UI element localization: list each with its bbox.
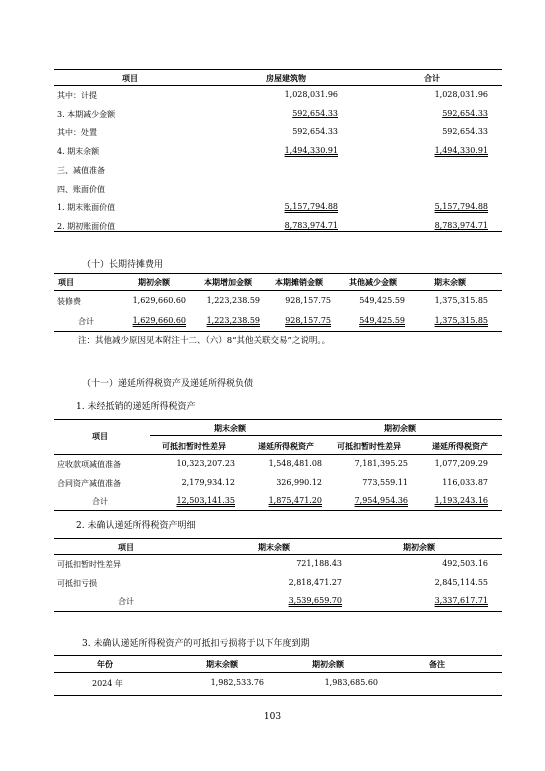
t1-row-building: 5,157,794.88: [284, 202, 338, 212]
t1-row-label: 1. 期末账面价值: [57, 203, 116, 213]
sub1-row-label: 合计: [92, 497, 108, 506]
t1-row-total: 1,028,031.96: [434, 90, 488, 99]
sub2-cell: 492,503.16: [442, 559, 488, 568]
t1-row-label: 三、减值准备: [57, 165, 105, 175]
sub2-cell: 2,845,114.55: [434, 577, 488, 587]
t1-row-total: 592,654.33: [442, 127, 488, 137]
sub2-h1: 期末余额: [258, 542, 290, 552]
t1-row-building: 592,654.33: [292, 127, 338, 137]
sub1-cell: 326,990.12: [276, 477, 322, 487]
t1-row-building: 592,654.33: [292, 108, 338, 118]
t1-row-total: 592,654.33: [442, 108, 488, 118]
t1-row-label: 3. 本期减少金额: [57, 109, 116, 119]
s10-cell: 1,375,315.85: [434, 316, 488, 325]
sub2-row-label: 合计: [118, 597, 134, 606]
sub1-cell: 2,179,934.12: [181, 477, 235, 487]
t1-row-total: 8,783,974.71: [434, 220, 488, 230]
sub2-cell: 3,337,617.71: [434, 596, 488, 605]
sub1-row-label: 应收款项减值准备: [57, 460, 121, 469]
s10-cell: 1,223,238.59: [206, 316, 260, 325]
sub1-cell: 773,559.11: [362, 477, 408, 487]
sub3-h1: 期末余额: [206, 659, 238, 669]
sub3-cell: 1,982,533.76: [210, 678, 264, 687]
sub2-cell: 3,539,659.70: [288, 596, 342, 605]
sub1-cell: 1,875,471.20: [268, 496, 322, 505]
sub1-row-label: 合同资产减值准备: [57, 478, 121, 488]
t1-row-label: 其中：计提: [57, 91, 97, 100]
t1-row-building: 1,494,330.91: [284, 146, 338, 156]
sub1-cell: 10,323,207.23: [176, 459, 235, 468]
sub1-cell: 7,954,954.36: [354, 496, 408, 505]
s10-h0: 项目: [58, 277, 74, 287]
sub1-h2: 递延所得税资产: [258, 441, 314, 451]
sub3-h2: 期初余额: [312, 659, 344, 669]
sub2-h0: 项目: [118, 542, 134, 552]
s10-cell: 1,629,660.60: [132, 296, 186, 305]
sub1-h4: 递延所得税资产: [432, 441, 488, 451]
s10-cell: 1,375,315.85: [434, 296, 488, 305]
sub1-cell: 1,548,481.08: [268, 459, 322, 468]
s10-row-label: 合计: [78, 317, 94, 326]
sub3-cell: 1,983,685.60: [324, 678, 378, 687]
t1-row-building: 8,783,974.71: [284, 220, 338, 230]
sub3-row-label: 2024 年: [92, 679, 123, 688]
s10-cell: 1,629,660.60: [132, 316, 186, 325]
section11-title: （十一）递延所得税资产及递延所得税负债: [82, 379, 254, 389]
section10-note: 注：其他减少原因见本附注十二、（六）8“其他关联交易”之说明。。: [78, 336, 331, 346]
sub1-h1: 可抵扣暂时性差异: [162, 441, 226, 451]
s10-h1: 期初余额: [138, 277, 170, 287]
sub2-cell: 2,818,471.27: [288, 577, 342, 587]
s10-h4: 其他减少金额: [349, 277, 397, 287]
sub2-cell: 721,188.43: [296, 559, 342, 568]
s10-cell: 549,425.59: [359, 316, 405, 325]
t1-row-label: 四、账面价值: [57, 184, 105, 194]
t1-row-total: 5,157,794.88: [434, 202, 488, 212]
sub1-title: 1. 未经抵销的递延所得税资产: [76, 402, 196, 412]
sub3-h0: 年份: [97, 659, 113, 669]
s10-cell: 928,157.75: [285, 316, 331, 325]
t1-header-total: 合计: [424, 73, 440, 83]
s10-row-label: 装修费: [57, 297, 81, 306]
s10-cell: 549,425.59: [359, 296, 405, 305]
sub1-cell: 1,077,209.29: [434, 459, 488, 468]
sub2-title: 2. 未确认递延所得税资产明细: [76, 521, 196, 531]
s10-h3: 本期摊销金额: [275, 277, 323, 287]
sub1-group-begin: 期初余额: [384, 423, 416, 433]
sub1-cell: 1,193,243.16: [434, 496, 488, 505]
t1-row-label: 其中：处置: [57, 128, 97, 138]
sub1-cell: 12,503,141.35: [176, 496, 235, 505]
sub3-h3: 备注: [429, 659, 445, 669]
section10-title: （十）长期待摊费用: [82, 260, 164, 270]
t1-row-label: 4. 期末余额: [57, 147, 100, 157]
sub1-h0: 项目: [92, 431, 108, 441]
sub1-group-end: 期末余额: [214, 423, 246, 433]
sub2-row-label: 可抵扣亏损: [57, 578, 97, 588]
t1-row-total: 1,494,330.91: [434, 146, 488, 156]
s10-cell: 928,157.75: [285, 296, 331, 305]
sub1-cell: 116,033.87: [442, 477, 488, 487]
sub1-cell: 7,181,395.25: [354, 459, 408, 468]
t1-row-building: 1,028,031.96: [284, 90, 338, 99]
sub1-h3: 可抵扣暂时性差异: [337, 441, 401, 451]
t1-header-item: 项目: [122, 73, 138, 83]
s10-h2: 本期增加金额: [204, 277, 252, 287]
t1-header-building: 房屋建筑物: [266, 73, 306, 83]
page-number: 103: [263, 712, 282, 722]
sub2-h2: 期初余额: [403, 542, 435, 552]
s10-h5: 期末余额: [434, 277, 466, 287]
t1-row-label: 2. 期初账面价值: [57, 221, 116, 231]
sub3-title: 3. 未确认递延所得税资产的可抵扣亏损将于以下年度到期: [82, 639, 310, 649]
s10-cell: 1,223,238.59: [206, 296, 260, 305]
sub2-row-label: 可抵扣暂时性差异: [57, 560, 121, 569]
